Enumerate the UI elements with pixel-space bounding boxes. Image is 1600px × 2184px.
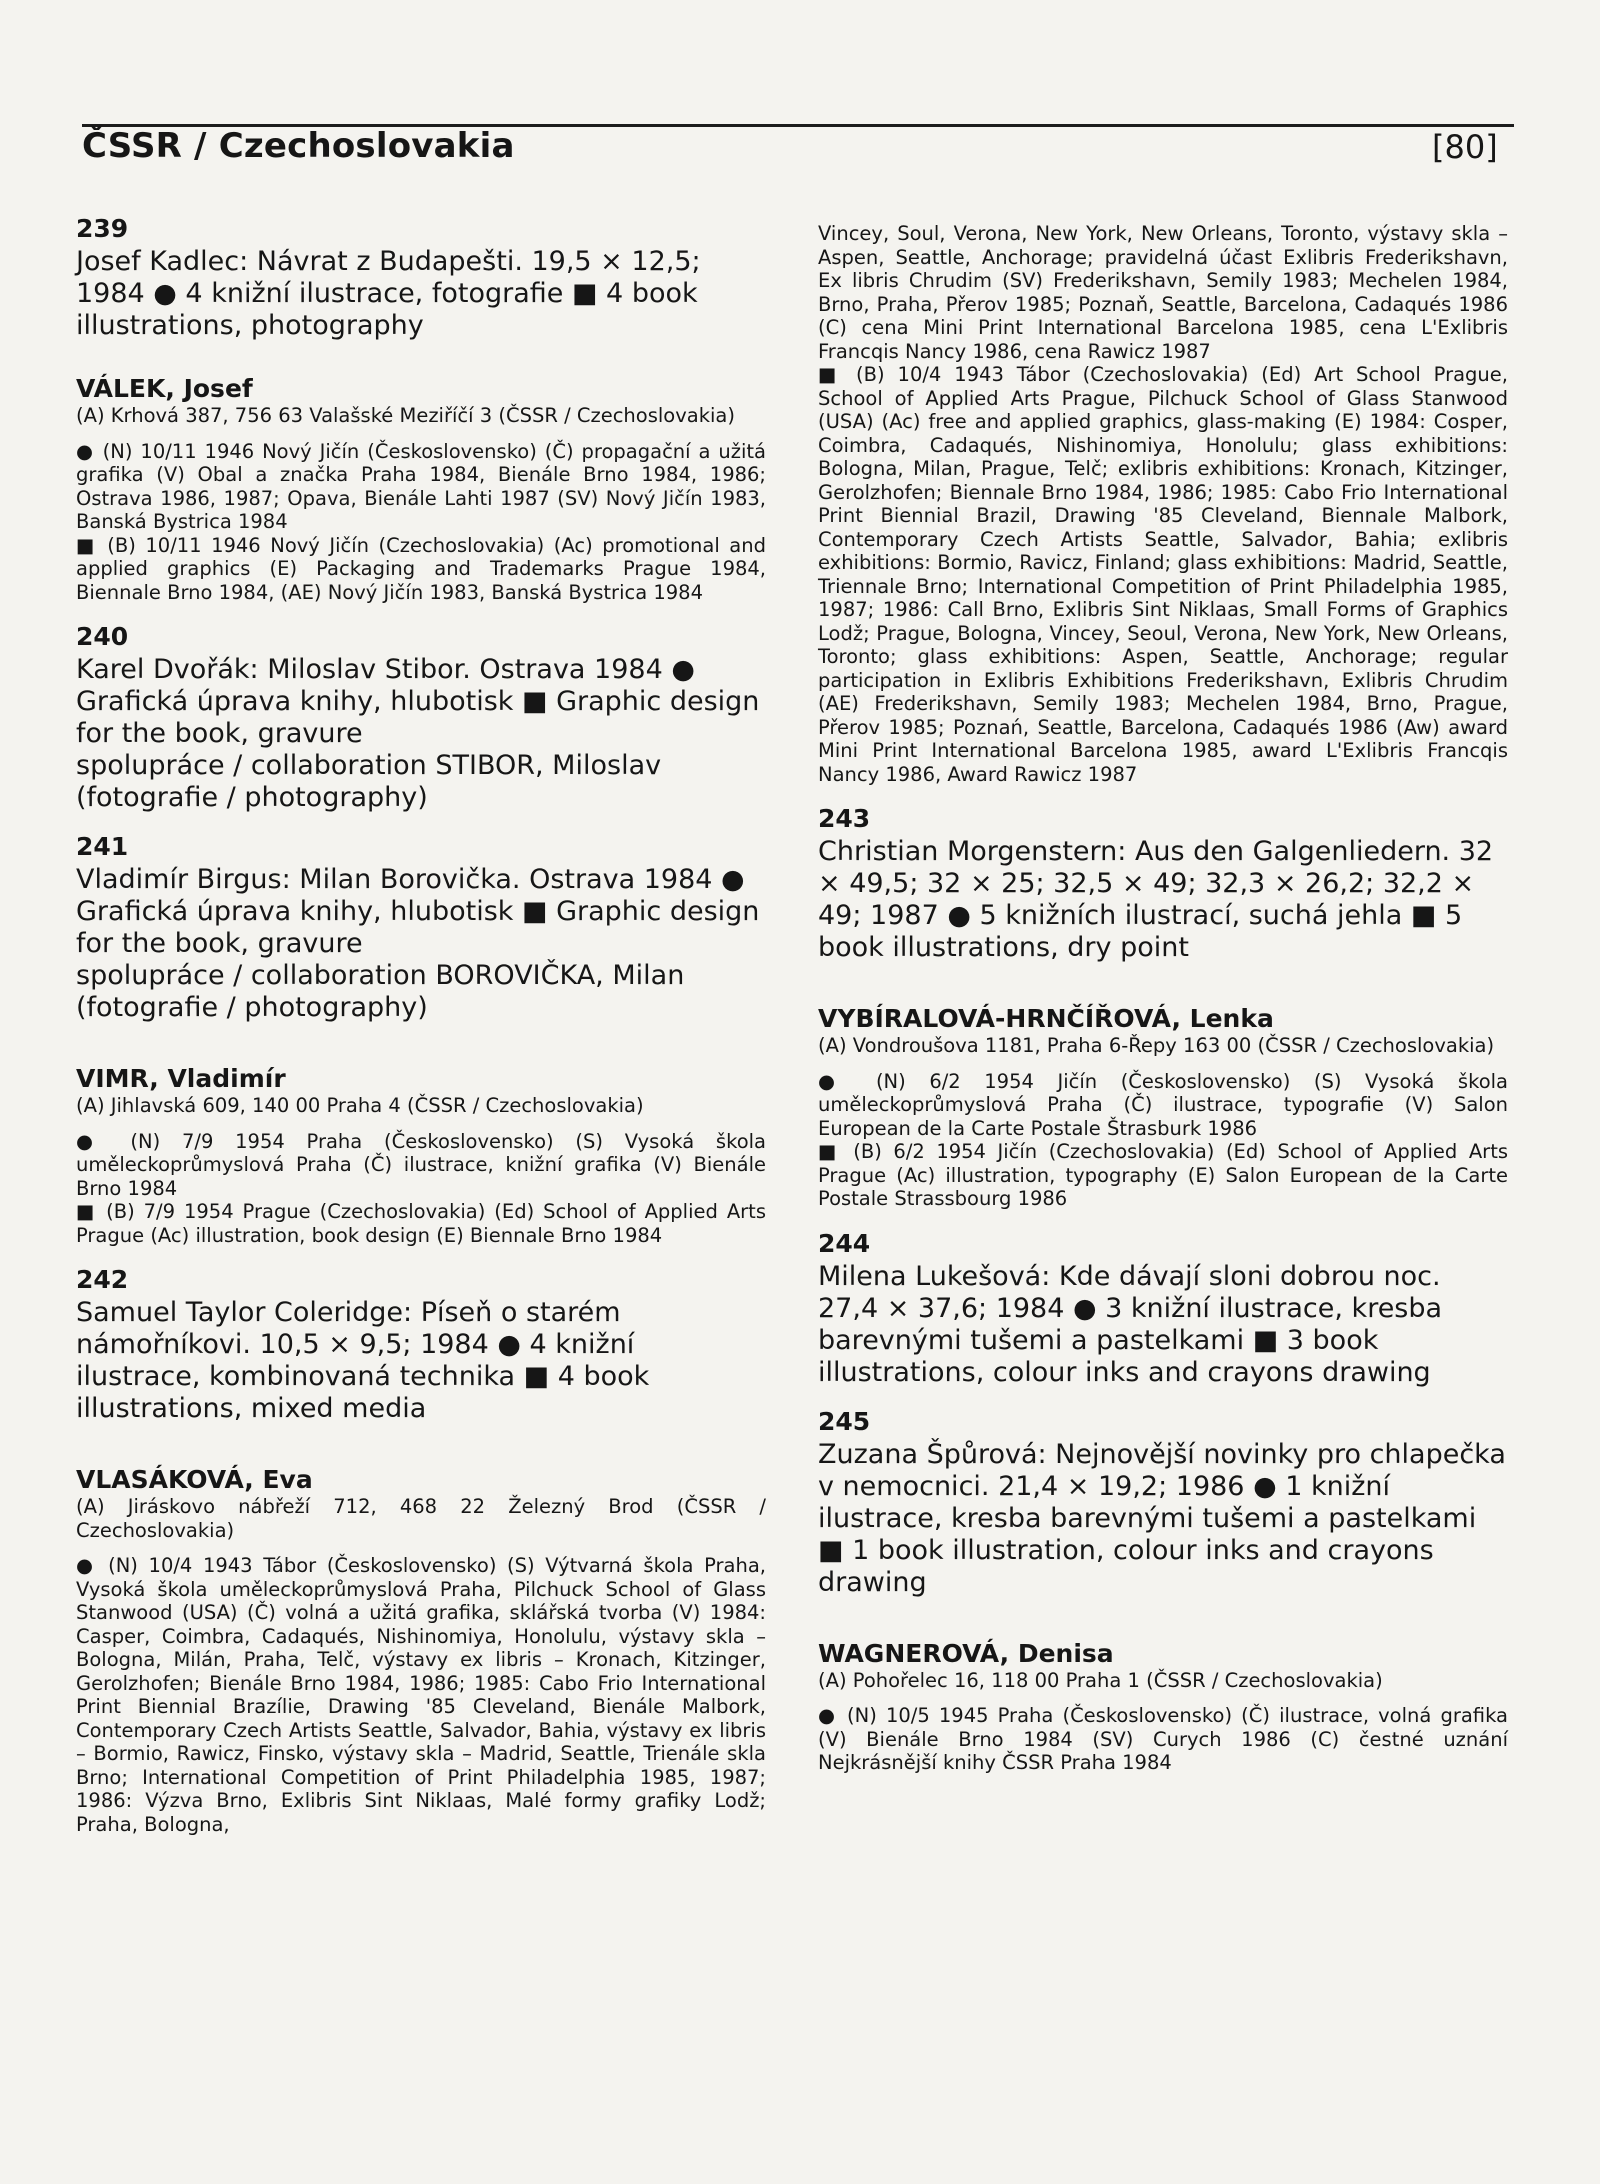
entry-number: 240 (76, 622, 129, 651)
artist-address: (A) Jiráskovo nábřeží 712, 468 22 Železný Brod (ČSSR / Czechoslovakia) (76, 1495, 766, 1542)
entry-number: 245 (818, 1406, 871, 1436)
artist-vybiralova (818, 1004, 1508, 1211)
catalog-entry-244 (818, 1229, 1508, 1389)
artist-name: WAGNEROVÁ, Denisa (818, 1638, 1114, 1668)
work-description: Vladimír Birgus: Milan Borovička. Ostrava 1984 ● Grafická úprava knihy, hlubotisk ■ Graphic design for the book, gravure (76, 864, 760, 959)
work-description: Christian Morgenstern: Aus den Galgenliedern. 32 × 49,5; 32 × 25; 32,5 × 49; 32,3 × 26,2; 32,2 × 49; 1987 ● 5 knižních ilustrací, suchá jehla ■ 5 book illustrations, dry point (818, 836, 1494, 963)
artist-name: VÁLEK, Josef (76, 374, 253, 403)
work-description: Zuzana Špůrová: Nejnovější novinky pro chlapečka v nemocnici. 21,4 × 19,2; 1986 ● 1 knižní ilustrace, kresba barevnými tušemi a pastelkami ■ 1 book illustration, colour inks and crayons drawing (818, 1438, 1506, 1598)
entry-number: 242 (76, 1265, 129, 1294)
artist-vimr (76, 1064, 766, 1247)
entry-number: 244 (818, 1228, 871, 1258)
artist-bio-czech: ● (N) 10/5 1945 Praha (Československo) (Č) ilustrace, volná grafika (V) Bienále Brno 1984 (SV) Curych 1986 (C) čestné uznání Nejkrásnější knihy ČSSR Praha 1984 (818, 1704, 1508, 1774)
entry-number: 241 (76, 832, 129, 861)
artist-bio-czech: ● (N) 10/4 1943 Tábor (Československo) (S) Výtvarná škola Praha, Vysoká škola uměleckoprůmyslová Praha, Pilchuck School of Glass Stanwood (USA) (Č) volná a užitá grafika, sklářská tvorba (V) 1984: Casper, Coimbra, Cadaqués, Nishinomiya, Honolulu, výstavy skla – Bologna, Milán, Praha, Telč, výstavy ex libris – Kronach, Kitzinger, Gerolzhofen; Bienále Brno 1984, 1986; 1985: Cabo Frio International Print Biennial Brazílie, Drawing '85 Cleveland, Bienále Malbork, Contemporary Czech Artists Seattle, Salvador, Bahia, výstavy ex libris – Bormio, Rawicz, Finsko, výstavy skla – Madrid, Seattle, Trienále skla Brno; International Competition of Print Philadelphia 1985, 1987; 1986: Výzva Brno, Exlibris Sint Niklaas, Malé formy grafiky Lodž; Praha, Bologna, (76, 1554, 766, 1836)
artist-bio-english: ■ (B) 10/11 1946 Nový Jičín (Czechoslovakia) (Ac) promotional and applied graphics (E) Packaging and Trademarks Prague 1984, Biennale Brno 1984, (AE) Nový Jičín 1983, Banská Bystrica 1984 (76, 533, 766, 604)
page-heading: ČSSR / Czechoslovakia (82, 126, 515, 166)
artist-bio-czech: ● (N) 6/2 1954 Jičín (Československo) (S) Vysoká škola uměleckoprůmyslová Praha (Č) ilustrace, typografie (V) Salon European de la Carte Postale Štrasburk 1986 (818, 1069, 1508, 1140)
right-column (818, 222, 1508, 1775)
artist-vlasakova-continued (818, 222, 1508, 786)
catalog-entry-241 (76, 832, 766, 1024)
artist-address: (A) Pohořelec 16, 118 00 Praha 1 (ČSSR / Czechoslovakia) (818, 1668, 1383, 1692)
artist-address: (A) Vondroušova 1181, Praha 6-Řepy 163 00 (ČSSR / Czechoslovakia) (818, 1034, 1495, 1057)
artist-address: (A) Krhová 387, 756 63 Valašské Meziříčí 3 (ČSSR / Czechoslovakia) (76, 404, 735, 427)
artist-bio-czech: ● (N) 7/9 1954 Praha (Československo) (S) Vysoká škola uměleckoprůmyslová Praha (Č) ilustrace, knižní grafika (V) Bienále Brno 1984 (76, 1129, 766, 1200)
page-number: [80] (1432, 128, 1498, 166)
catalog-entry-245 (818, 1407, 1508, 1599)
artist-address: (A) Jihlavská 609, 140 00 Praha 4 (ČSSR / Czechoslovakia) (76, 1094, 644, 1117)
artist-name: VIMR, Vladimír (76, 1064, 286, 1093)
work-description: Josef Kadlec: Návrat z Budapešti. 19,5 × 12,5; 1984 ● 4 knižní ilustrace, fotografie ■ 4 book illustrations, photography (76, 246, 701, 341)
artist-vlasakova (76, 1465, 766, 1836)
entry-number: 243 (818, 804, 871, 833)
artist-bio-english: ■ (B) 10/4 1943 Tábor (Czechoslovakia) (Ed) Art School Prague, School of Applied Arts Prague, Pilchuck School of Glass Stanwood (USA) (Ac) free and applied graphics, glass-making (E) 1984: Cosper, Coimbra, Cadaqués, Nishinomiya, Honolulu; glass exhibitions: Bologna, Milan, Prague, Telč; exlibris exhibitions: Kronach, Kitzinger, Gerolzhofen; Biennale Brno 1984, 1986; 1985: Cabo Frio International Print Biennial Brazil, Drawing '85 Cleveland, Biennale Malbork, Contemporary Czech Artists Seattle, Salvador, Bahia; exlibris exhibitions: Bormio, Ravicz, Finland; glass exhibitions: Madrid, Seattle, Triennale Brno; International Competition of Print Philadelphia 1985, 1987; 1986: Call Brno, Exlibris Sint Niklaas, Small Forms of Graphics Lodž; Prague, Bologna, Vincey, Seoul, Verona, New York, New Orleans, Toronto; glass exhibitions: Aspen, Seattle, Anchorage; regular participation in Exlibris Exhibitions Frederikshavn, Exlibris Chrudim (AE) Frederikshavn, Semily 1983; Mechelen 1984, Brno, Prague, Přerov 1985; Poznań, Seattle, Barcelona, Cadaqués 1986 (Aw) award Mini Print International Barcelona 1985, award L'Exlibris Francqis Nancy 1986, Award Rawicz 1987 (818, 363, 1508, 786)
catalog-entry-243 (818, 804, 1508, 964)
artist-bio-czech: Vincey, Soul, Verona, New York, New Orleans, Toronto, výstavy skla – Aspen, Seattle, Anchorage; pravidelná účast Exlibris Frederikshavn, Ex libris Chrudim (SV) Frederikshavn, Semily 1983; Mechelen 1984, Brno, Praha, Přerov 1985; Poznaň, Seattle, Barcelona, Cadaqués 1986 (C) cena Mini Print International Barcelona 1985, cena L'Exlibris Francqis Nancy 1986, cena Rawicz 1987 (818, 222, 1508, 363)
artist-bio-english: ■ (B) 6/2 1954 Jičín (Czechoslovakia) (Ed) School of Applied Arts Prague (Ac) illustration, typography (E) Salon European de la Carte Postale Strassbourg 1986 (818, 1140, 1508, 1210)
artist-bio-english: ■ (B) 7/9 1954 Prague (Czechoslovakia) (Ed) School of Applied Arts Prague (Ac) illustration, book design (E) Biennale Brno 1984 (76, 1200, 766, 1247)
entry-number: 239 (76, 214, 129, 243)
catalog-entry-240 (76, 622, 766, 814)
catalog-entry-242 (76, 1265, 766, 1425)
left-column (76, 214, 766, 1836)
work-description: Milena Lukešová: Kde dávají sloni dobrou noc. 27,4 × 37,6; 1984 ● 3 knižní ilustrace, kresba barevnými tušemi a pastelkami ■ 3 book illustrations, colour inks and crayons drawing (818, 1260, 1443, 1388)
artist-bio-czech: ● (N) 10/11 1946 Nový Jičín (Československo) (Č) propagační a užitá grafika (V) Obal a značka Praha 1984, Bienále Brno 1984, 1986; Ostrava 1986, 1987; Opava, Bienále Lahti 1987 (SV) Nový Jičín 1983, Banská Bystrica 1984 (76, 439, 766, 533)
work-description: Karel Dvořák: Miloslav Stibor. Ostrava 1984 ● Grafická úprava knihy, hlubotisk ■ Graphic design for the book, gravure (76, 654, 760, 749)
work-collaboration: spolupráce / collaboration STIBOR, Miloslav (fotografie / photography) (76, 750, 662, 813)
artist-name: VYBÍRALOVÁ-HRNČÍŘOVÁ, Lenka (818, 1004, 1274, 1033)
artist-name: VLASÁKOVÁ, Eva (76, 1465, 313, 1494)
work-description: Samuel Taylor Coleridge: Píseň o starém námořníkovi. 10,5 × 9,5; 1984 ● 4 knižní ilustrace, kombinovaná technika ■ 4 book illustrations, mixed media (76, 1297, 650, 1424)
work-collaboration: spolupráce / collaboration BOROVIČKA, Milan (fotografie / photography) (76, 960, 685, 1023)
catalog-entry-239 (76, 214, 766, 342)
artist-wagnerova (818, 1639, 1508, 1775)
artist-valek (76, 374, 766, 604)
